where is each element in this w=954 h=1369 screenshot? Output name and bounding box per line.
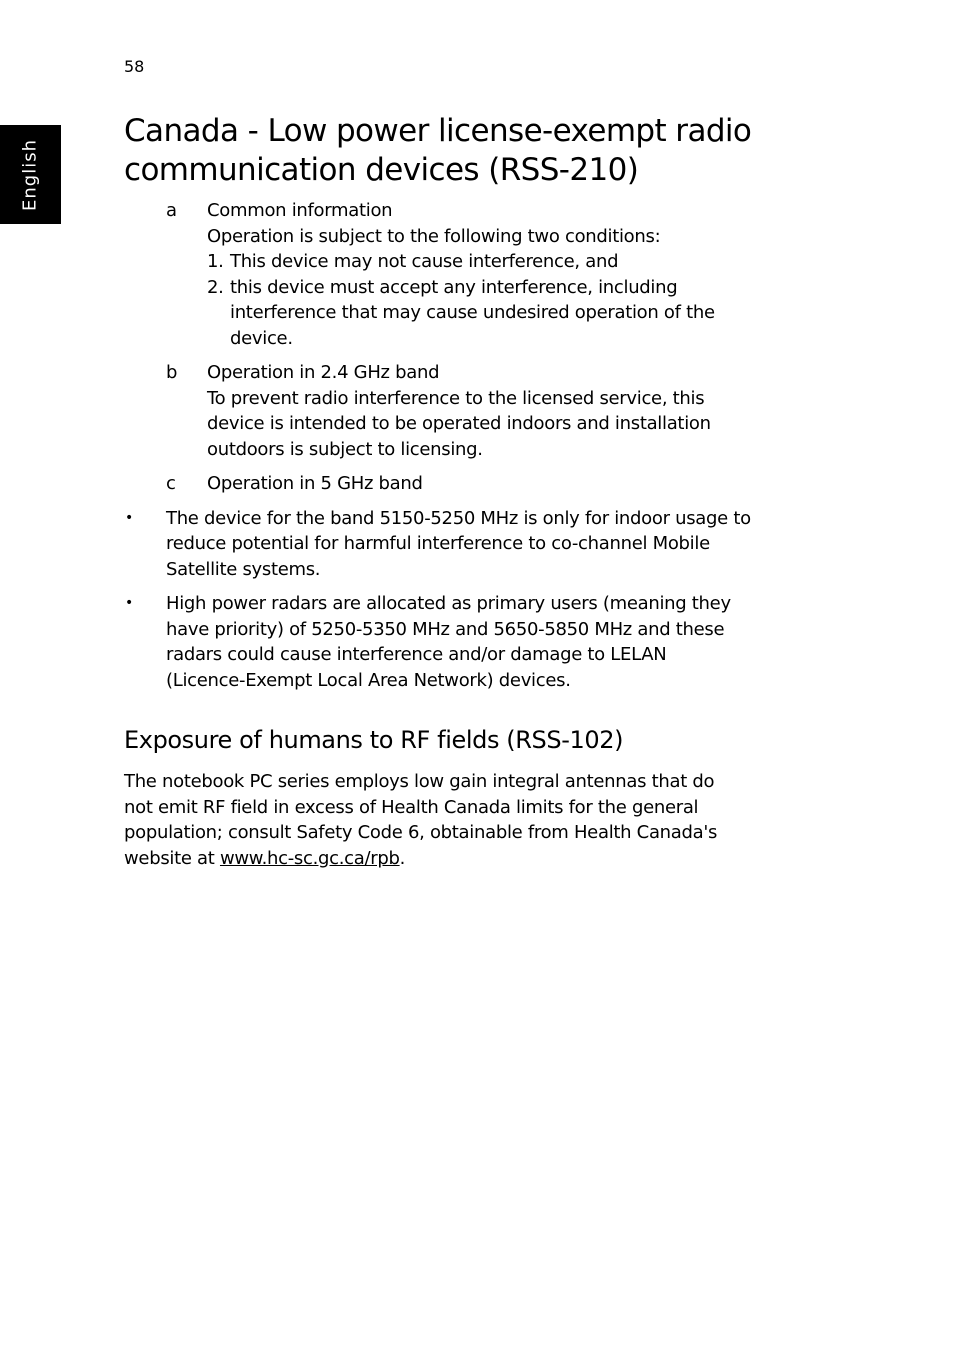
- bullet-line: radars could cause interference and/or damage to LELAN: [166, 644, 667, 665]
- condition-number: 2.: [207, 276, 224, 298]
- bullet-line: Satellite systems.: [166, 558, 321, 580]
- page-title-line-1: Canada - Low power license-exempt radio: [124, 113, 752, 149]
- section-a-intro: Operation is subject to the following two conditions:: [207, 225, 661, 247]
- page-title: [124, 112, 814, 190]
- bullet-symbol: •: [125, 509, 133, 526]
- page-content: [124, 112, 814, 871]
- exposure-line: population; consult Safety Code 6, obtainable from Health Canada's: [124, 822, 718, 843]
- condition-item-1: [207, 249, 814, 275]
- exposure-line: The notebook PC series employs low gain integral antennas that do: [124, 771, 715, 792]
- bullet-line: (Licence-Exempt Local Area Network) devices.: [166, 669, 571, 691]
- condition-number: 1.: [207, 251, 224, 272]
- section-b: [124, 360, 814, 462]
- exposure-paragraph: [124, 769, 814, 871]
- section-b-line: outdoors is subject to licensing.: [207, 438, 483, 460]
- section-a: [124, 198, 814, 351]
- bullet-item-1: [124, 506, 814, 583]
- section-c: [124, 471, 814, 497]
- page-number: 58: [124, 57, 145, 76]
- exposure-last-suffix: .: [399, 847, 406, 869]
- condition-line: This device may not cause interference, and: [230, 251, 619, 272]
- section-list: [124, 198, 814, 693]
- language-tab: [0, 125, 61, 224]
- page-title-line-2: communication devices (RSS-210): [124, 152, 639, 188]
- bullet-symbol: •: [125, 595, 133, 611]
- bullet-line: have priority) of 5250-5350 MHz and 5650-5850 MHz and these: [166, 618, 725, 640]
- condition-line: interference that may cause undesired operation of the: [230, 302, 715, 323]
- section-c-letter: c: [166, 473, 176, 494]
- bullet-line: reduce potential for harmful interference to co-channel Mobile: [166, 533, 710, 554]
- exposure-line: not emit RF field in excess of Health Canada limits for the general: [124, 796, 699, 818]
- section-b-letter: b: [166, 362, 178, 383]
- condition-line: device.: [230, 327, 293, 349]
- condition-line: this device must accept any interference, including: [230, 276, 678, 298]
- health-canada-link[interactable]: www.hc-sc.gc.ca/rpb: [219, 847, 400, 869]
- section-a-heading: Common information: [207, 200, 393, 221]
- section-c-heading: Operation in 5 GHz band: [207, 473, 423, 494]
- section-a-letter: a: [166, 200, 177, 221]
- section-b-heading: Operation in 2.4 GHz band: [207, 362, 440, 383]
- section-b-line: To prevent radio interference to the licensed service, this: [207, 387, 705, 409]
- section-b-line: device is intended to be operated indoors and installation: [207, 413, 711, 434]
- exposure-last-line: [124, 846, 814, 872]
- bullet-line: High power radars are allocated as primary users (meaning they: [166, 593, 731, 614]
- condition-item-2: [207, 275, 814, 352]
- exposure-title: Exposure of humans to RF fields (RSS-102): [124, 726, 624, 754]
- bullet-line: The device for the band 5150-5250 MHz is only for indoor usage to: [166, 507, 751, 529]
- language-tab-label: English: [19, 138, 41, 211]
- bullet-item-2: [124, 591, 814, 693]
- exposure-last-prefix: website at: [124, 847, 220, 869]
